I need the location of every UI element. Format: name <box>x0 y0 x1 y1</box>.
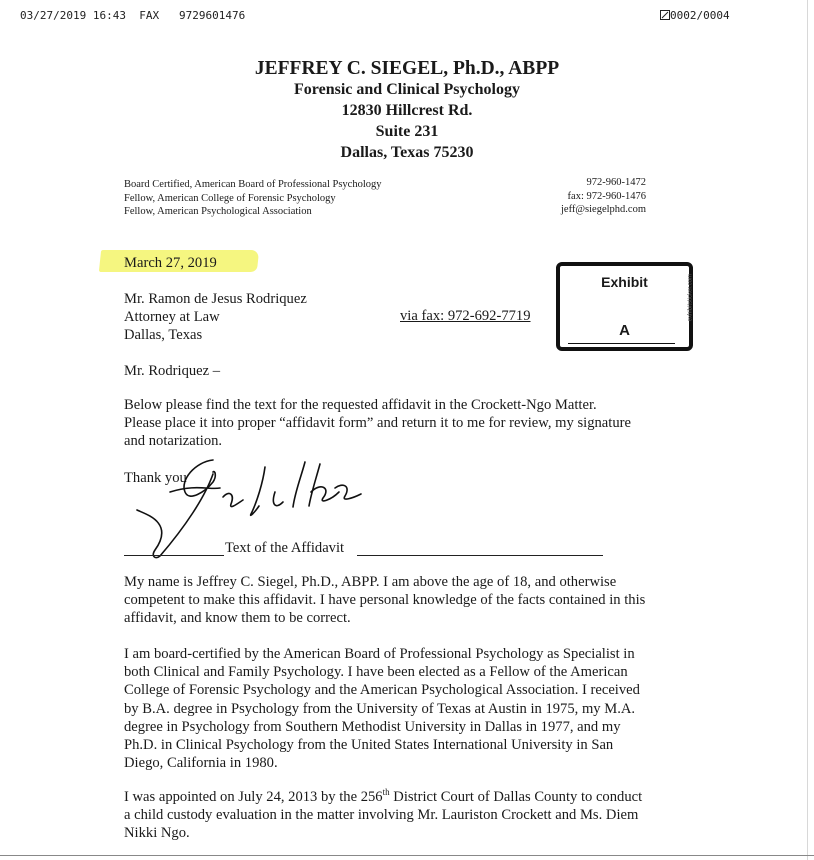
recipient-block <box>124 290 307 344</box>
contact-phone: 972-960-1472 <box>586 177 646 188</box>
credential-line: Board Certified, American Board of Professional Psychology <box>124 179 382 190</box>
recipient-city: Dallas, Texas <box>124 327 203 343</box>
letterhead-street: 12830 Hillcrest Rd. <box>341 102 473 119</box>
fax-page: 0002/0004 <box>670 9 730 22</box>
letterhead-specialty: Forensic and Clinical Psychology <box>294 81 520 98</box>
section-underline-right <box>357 555 603 556</box>
paragraph-line: My name is Jeffrey C. Siegel, Ph.D., ABPP. I am above the age of 18, and otherwise <box>124 574 617 590</box>
credential-line: Fellow, American Psychological Association <box>124 206 312 217</box>
intro-paragraph <box>124 396 684 451</box>
recipient-name: Mr. Ramon de Jesus Rodriquez <box>124 291 307 307</box>
letterhead-city: Dallas, Texas 75230 <box>340 144 474 161</box>
credential-line: Fellow, American College of Forensic Psychology <box>124 192 336 204</box>
ordinal-suffix: th <box>382 787 390 798</box>
paragraph-line: by B.A. degree in Psychology from the University of Texas at Austin in 1975, my M.A. <box>124 700 636 717</box>
contact-fax: fax: 972-960-1476 <box>567 190 646 202</box>
paragraph-line: degree in Psychology from Southern Methodist University in Dallas in 1977, and my <box>124 718 621 735</box>
exhibit-sticker <box>556 262 693 351</box>
paragraph-line: I am board-certified by the American Board of Professional Psychology as Specialist in <box>124 646 635 662</box>
paragraph-text: District Court of Dallas County to conduct <box>389 789 643 805</box>
salutation: Mr. Rodriquez – <box>124 363 221 379</box>
page-bottom-edge <box>0 855 814 856</box>
affidavit-paragraph-3 <box>124 788 684 843</box>
paragraph-line: Nikki Ngo. <box>124 825 190 842</box>
paragraph-line: competent to make this affidavit. I have personal knowledge of the facts contained in this <box>124 592 646 609</box>
intro-line: Please place it into proper “affidavit form” and return it to me for review, my signature <box>124 415 631 432</box>
paragraph-text: I was appointed on July 24, 2013 by the 256 <box>124 789 383 805</box>
recipient-title: Attorney at Law <box>124 309 220 325</box>
fax-page-counter <box>660 9 730 22</box>
fax-page-icon <box>660 10 670 20</box>
affidavit-paragraph-2 <box>124 645 684 772</box>
letterhead-suite: Suite 231 <box>375 123 439 140</box>
credentials-block <box>124 178 382 219</box>
contact-email: jeff@siegelphd.com <box>561 204 646 215</box>
paragraph-line: Ph.D. in Clinical Psychology from the United States International University in San <box>124 737 614 754</box>
intro-line: and notarization. <box>124 433 223 450</box>
page-edge <box>807 0 808 860</box>
intro-line: Below please find the text for the requested affidavit in the Crockett-Ngo Matter. <box>124 397 597 413</box>
exhibit-letter: A <box>619 322 630 339</box>
fax-label: FAX <box>139 9 160 22</box>
paragraph-line: affidavit, and know them to be correct. <box>124 610 351 627</box>
contact-block <box>520 176 646 217</box>
letter-date: March 27, 2019 <box>124 255 217 271</box>
exhibit-vendor: exhibitsticker.com <box>687 274 693 322</box>
closing: Thank you <box>124 470 187 486</box>
fax-number: 9729601476 <box>178 9 246 22</box>
paragraph-line: both Clinical and Family Psychology. I have been elected as a Fellow of the American <box>124 664 628 681</box>
exhibit-line <box>568 343 675 344</box>
paragraph-line: Diego, California in 1980. <box>124 755 278 772</box>
exhibit-label: Exhibit <box>601 274 648 290</box>
via-fax: via fax: 972-692-7719 <box>400 308 531 324</box>
section-title: Text of the Affidavit <box>225 540 345 556</box>
section-underline-left <box>124 555 224 556</box>
fax-header-left <box>20 9 245 22</box>
paragraph-line: College of Forensic Psychology and the American Psychological Association. I received <box>124 682 640 699</box>
fax-datetime: 03/27/2019 16:43 <box>20 9 126 22</box>
affidavit-paragraph-1 <box>124 573 684 628</box>
paragraph-line <box>124 788 684 806</box>
paragraph-line: a child custody evaluation in the matter involving Mr. Lauriston Crockett and Ms. Diem <box>124 807 639 824</box>
letterhead-name: JEFFREY C. SIEGEL, Ph.D., ABPP <box>254 58 560 79</box>
